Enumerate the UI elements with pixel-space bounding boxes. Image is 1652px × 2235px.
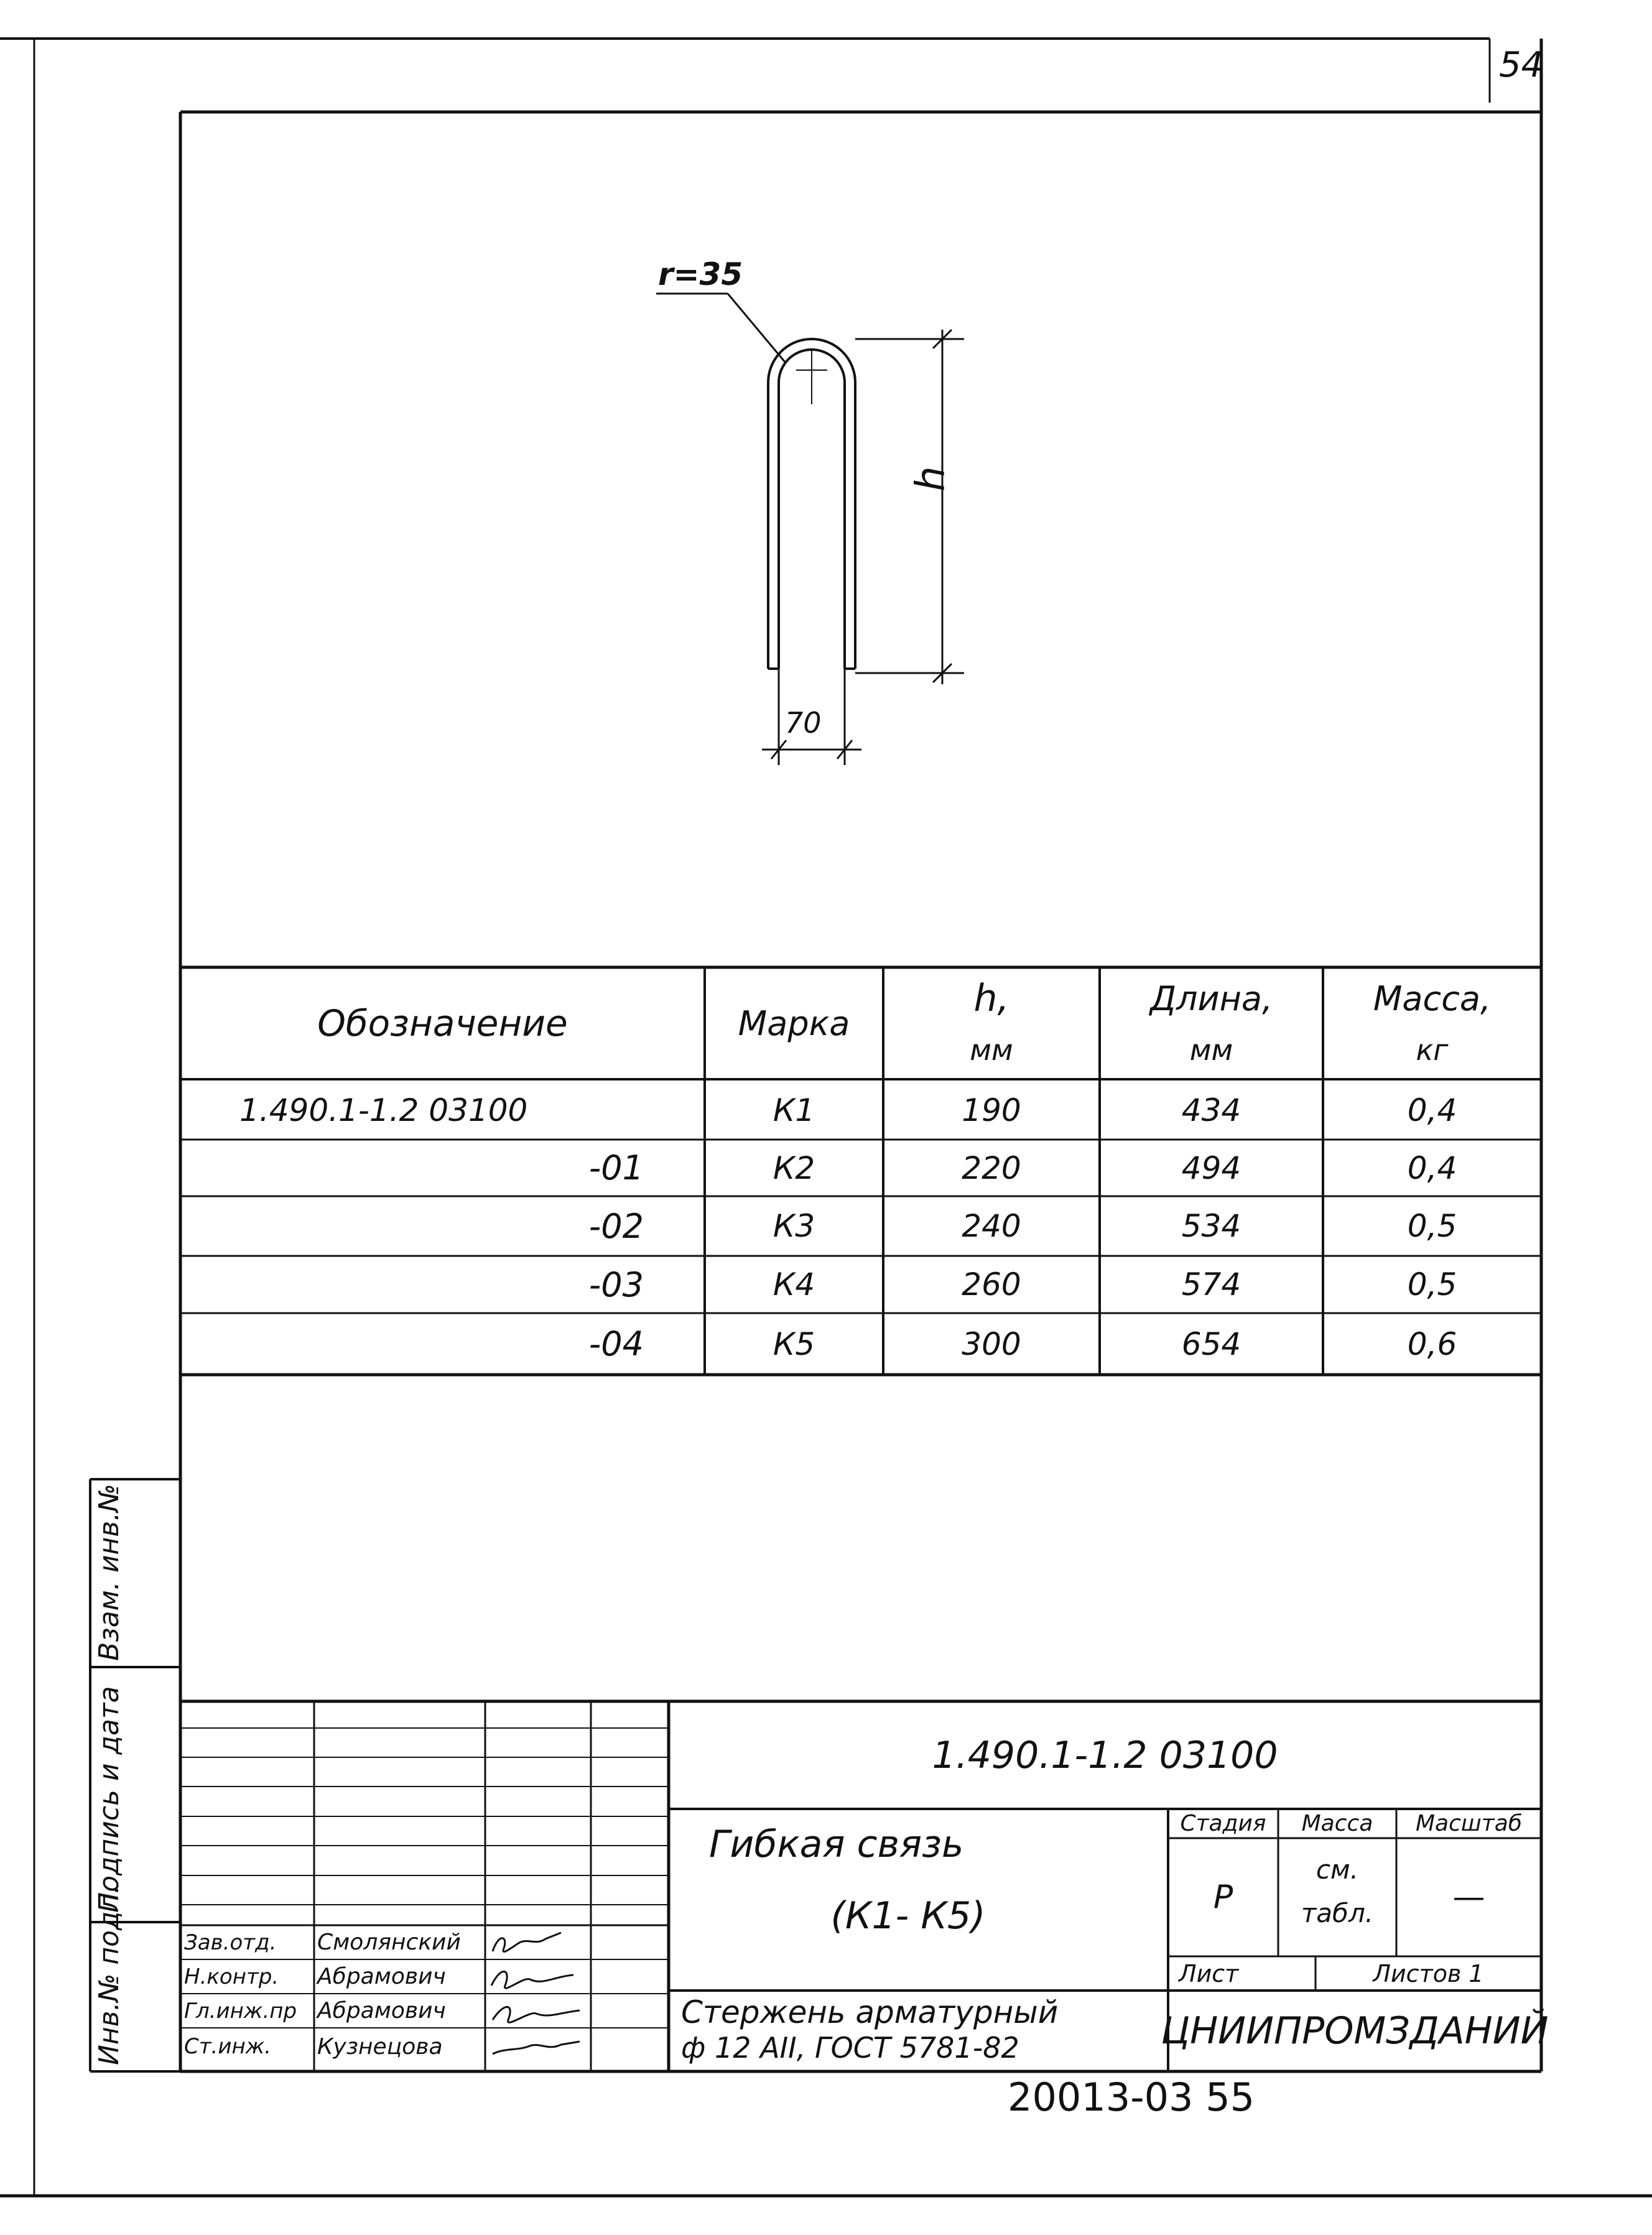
- row-mark: К3: [773, 1208, 815, 1244]
- row-h: 220: [962, 1150, 1021, 1186]
- document-code: 1.490.1-1.2 03100: [932, 1733, 1278, 1777]
- header-designation: Обозначение: [317, 1002, 568, 1044]
- width-dimension-label: 70: [785, 706, 822, 740]
- signer-role: Н.контр.: [184, 1964, 279, 1989]
- document-name-line2: (К1- К5): [830, 1894, 986, 1938]
- row-designation: -03: [588, 1265, 644, 1304]
- mass-value-line1: см.: [1316, 1854, 1359, 1885]
- row-designation: 1.490.1-1.2 03100: [239, 1092, 528, 1128]
- header-mass-unit: кг: [1416, 1033, 1449, 1067]
- signatures-image: [486, 1926, 590, 2070]
- signer-role: Гл.инж.пр: [184, 1998, 297, 2024]
- header-h-unit: мм: [970, 1033, 1013, 1067]
- row-mass: 0,4: [1407, 1150, 1457, 1186]
- signer-name: Абрамович: [317, 1964, 446, 1989]
- row-mark: К4: [773, 1266, 815, 1303]
- signer-role: Ст.инж.: [184, 2034, 272, 2059]
- row-mark: К2: [773, 1150, 815, 1186]
- signer-name: Смолянский: [317, 1930, 461, 1955]
- row-mark: К1: [773, 1092, 815, 1128]
- organization-name: ЦНИИПРОМЗДАНИЙ: [1161, 2009, 1549, 2053]
- row-h: 240: [962, 1208, 1021, 1244]
- signer-name: Кузнецова: [317, 2033, 443, 2060]
- stamp-signature-date: Подпись и дата: [93, 1686, 125, 1913]
- header-h: h,: [973, 977, 1009, 1020]
- row-designation: -04: [588, 1324, 644, 1364]
- height-dimension-label: h: [908, 466, 954, 491]
- sheet-label: Лист: [1179, 1959, 1239, 1987]
- row-mass: 0,6: [1407, 1326, 1457, 1362]
- signer-name: Абрамович: [317, 1998, 446, 2024]
- row-length: 574: [1181, 1266, 1241, 1303]
- row-length: 434: [1181, 1092, 1241, 1128]
- row-h: 300: [962, 1326, 1021, 1362]
- document-name-line1: Гибкая связь: [709, 1823, 964, 1866]
- row-designation: -02: [588, 1206, 644, 1246]
- row-h: 190: [962, 1092, 1021, 1128]
- row-mass: 0,5: [1407, 1208, 1457, 1244]
- header-length-unit: мм: [1189, 1033, 1233, 1067]
- header-length: Длина,: [1149, 978, 1273, 1018]
- row-length: 654: [1181, 1326, 1241, 1362]
- row-mark: К5: [773, 1326, 815, 1362]
- stamp-inv-original: Инв.№ подл.: [93, 1885, 125, 2065]
- mass-value-line2: табл.: [1301, 1897, 1374, 1928]
- row-mass: 0,4: [1407, 1092, 1457, 1128]
- scale-label: Масштаб: [1415, 1811, 1523, 1836]
- stage-label: Стадия: [1180, 1811, 1266, 1836]
- material-line2: ф 12 АII, ГОСТ 5781-82: [681, 2031, 1019, 2065]
- footer-archive-code: 20013-03 55: [1008, 2075, 1255, 2120]
- stage-value: Р: [1213, 1879, 1233, 1916]
- header-mass: Масса,: [1373, 978, 1492, 1018]
- row-length: 534: [1181, 1208, 1241, 1244]
- scale-value: —: [1452, 1879, 1485, 1916]
- sheets-label: Листов 1: [1373, 1959, 1484, 1987]
- signer-role: Зав.отд.: [184, 1930, 277, 1955]
- sheet-number: 54: [1499, 45, 1544, 85]
- header-mark: Марка: [738, 1003, 850, 1043]
- mass-label: Масса: [1301, 1811, 1373, 1836]
- stamp-replace-inv: Взам. инв.№: [93, 1484, 125, 1661]
- material-line1: Стержень арматурный: [681, 1994, 1059, 2030]
- row-mass: 0,5: [1407, 1266, 1457, 1303]
- row-h: 260: [962, 1266, 1021, 1303]
- radius-label: r=35: [658, 256, 743, 292]
- row-designation: -01: [588, 1148, 644, 1187]
- row-length: 494: [1181, 1150, 1241, 1186]
